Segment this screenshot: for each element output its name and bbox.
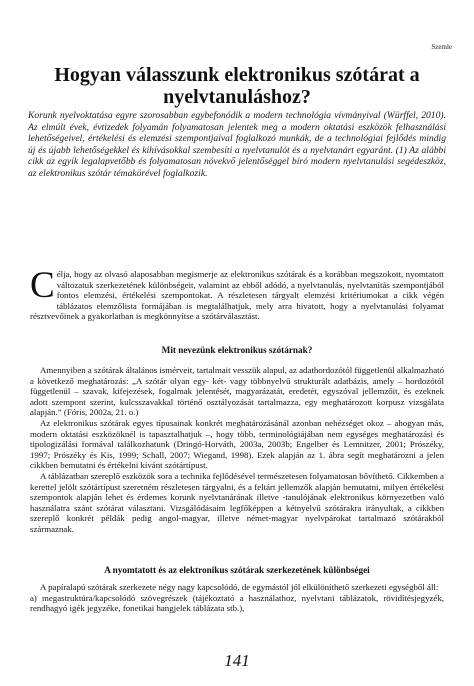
page-number: 141 — [224, 651, 250, 670]
section-body-definition — [30, 365, 444, 535]
body-paragraph: Amennyiben a szótárak általános ismérveit, tartalmait vesszük alapul, az adathordozótól függetlenül alkalmazható a következő meghatározás: „A szótár olyan egy- két- vagy többnyelvű strukturált adatbázis, amely – hordozótól függetlenül – szavak, kifejezések, fogalmak jelentését, magyarázatát, eredetét, egyszóval jellemzőit, és ezeknek adott szempont szerint, kulcsszavakkal történő osztályozását tartalmazza, egy meghatározott korpusz vizsgálata alapján.” (Fóris, 2002a, 21. o.) — [30, 365, 444, 418]
list-item: a) megastruktúra/kapcsolódó szövegrészek (tájékoztató a használathoz, nyelvtani táblázatok, rövidítésjegyzék, rendhagyó igék jegyzéke, fonetikai hangjelek táblázata stb.), — [30, 592, 444, 614]
section-label: Szemle — [431, 43, 452, 51]
intro-paragraph — [30, 265, 444, 322]
intro-text: élja, hogy az olvasó alaposabban megismerje az elektronikus szótárak és a korábban megszokott, nyomtatott változatuk szerkezetének különbségeit, valamint az ebből adódó, a nyelvtanulás, nyelvtanítás szempontjából fontos elemzési, értékelési szempontokat. A részletesen tárgyalt elemzési kritériumokat a cikk végén táblázatos elemzőlista formájában is megtalálhatjuk, mely arra hivatott, hogy a nyelvtanulási folyamat résztvevőinek a gyakorlatban is megkönnyítse a szótárválasztást. — [30, 269, 444, 322]
body-paragraph: Az elektronikus szótárak egyes típusainak konkrét meghatározásánál azonban nehézséget okoz – ahogyan más, modern oktatási eszközöknél is tapasztalhatjuk –, hogy több, terminológiájában nem egységes meghatározási és tipologizálási formával találkozhatunk (Dringó-Horváth, 2003a, 2003b; Engelber és Lemnitzer, 2001; Prószéky, 1997; Prószéky és Kis, 1999; Schall, 2007; Wiegand, 1998). Ezek alapján az 1. ábra segít meghatározni a jelen cikkben bemutatni és értékelni kívánt szótártípust. — [30, 417, 444, 471]
article-title: Hogyan válasszunk elektronikus szótárat a nyelvtanuláshoz? — [54, 64, 420, 108]
section-heading-structure: A nyomtatott és az elektronikus szótárak szerkezetének különbségei — [104, 565, 370, 575]
body-paragraph: A papíralapú szótárak szerkezete négy nagy kapcsolódó, de egymástól jól elkülöníthető szerkezeti egységből áll: — [40, 582, 439, 592]
section-heading-definition: Mit nevezünk elektronikus szótárnak? — [161, 345, 313, 355]
section-body-structure — [30, 582, 444, 614]
article-abstract: Korunk nyelvoktatása egyre szorosabban egybefonódik a modern technológia vívmányival (Würffel, 2010). Az elmúlt évek, évtizedek folyamán folyamatosan jelentek meg a modern oktatási eszközök felhasználási lehetőségeivel, értékelési és elemzési szempontjaival foglalkozó munkák, de a technológiai fejlődés mindig új és újabb lehetőségekkel és kihívásokkal szembesíti a nyelvtanulót és a nyelvtanárt egyaránt. (1) Az alábbi cikk az egyik legalapvetőbb és folyamatosan növekvő jelentőséggel bíró modern nyelvtanulási segédeszköz, az elektronikus szótár témakörével foglalkozik. — [28, 110, 446, 179]
drop-cap-letter: C — [30, 265, 55, 306]
body-paragraph: A táblázatban szereplő eszközök sora a technika fejlődésével természetesen folyamatosan bővíthető. Cikkemben a kerettel jelölt szótártípust szeretném részletesen tárgyalni, és a feltárt jellemzők alapján bemutatni, milyen értékelési szempontok alapján lehet és érdemes korunk nyelvtanárának illetve -tanulójának elektronikus környezetben való használatra szánt szótárat választani. Vizsgálódásaim legfőképpen a kétnyelvű szótárakra irányultak, a cikkben szereplő konkrét példák pedig angol-magyar, illetve német-magyar nyelvpárokat tartalmazó szótárakból származnak. — [30, 470, 444, 534]
